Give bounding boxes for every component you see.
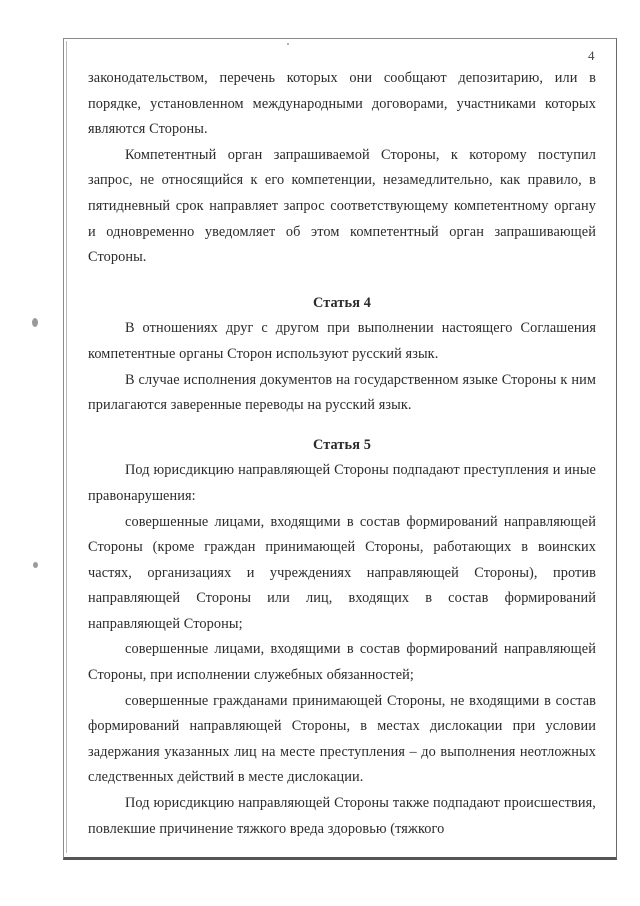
paragraph: совершенные гражданами принимающей Стороны, не входящими в состав формирований направляющей Стороны, в местах дислокации при условии задержания указанных лиц на месте преступления – до выполнения неотложных следственных действий в месте дислокации. — [88, 692, 596, 786]
paragraph: совершенные лицами, входящими в состав формирований направляющей Стороны (кроме граждан принимающей Стороны, работающих в воинских частях, организациях и учреждениях направляющей Стороны), против направляющей Стороны или лиц, входящих в состав формирований направляющей Стороны; — [88, 513, 596, 632]
article-heading: Статья 4 — [313, 294, 371, 311]
paragraph: совершенные лицами, входящими в состав формирований направляющей Стороны, при исполнении служебных обязанностей; — [88, 641, 596, 684]
paragraph: Под юрисдикцию направляющей Стороны подпадают преступления и иные правонарушения: — [88, 462, 596, 504]
paragraph: Под юрисдикцию направляющей Стороны также подпадают происшествия, повлекшие причинение тяжкого вреда здоровью (тяжкого — [88, 795, 596, 837]
scan-speck — [287, 43, 289, 45]
paragraph: В случае исполнения документов на государственном языке Стороны к ним прилагаются заверенные переводы на русский язык. — [88, 371, 596, 414]
paragraph: Компетентный орган запрашиваемой Стороны, к которому поступил запрос, не относящийся к его компетенции, незамедлительно, как правило, в пятидневный срок направляет запрос соответствующему компетентному органу и одновременно уведомляет об этом компетентный орган запрашивающей Стороны. — [88, 146, 596, 266]
paragraph: законодательством, перечень которых они сообщают депозитарию, или в порядке, установленном международными договорами, участниками которых являются Стороны. — [88, 70, 596, 138]
page-number: 4 — [588, 48, 595, 63]
scan-speck — [33, 562, 38, 568]
paragraph: В отношениях друг с другом при выполнении настоящего Соглашения компетентные органы Сторон используют русский язык. — [88, 320, 596, 362]
article-heading: Статья 5 — [313, 436, 371, 453]
document-body — [88, 66, 596, 842]
scan-speck — [32, 318, 38, 327]
